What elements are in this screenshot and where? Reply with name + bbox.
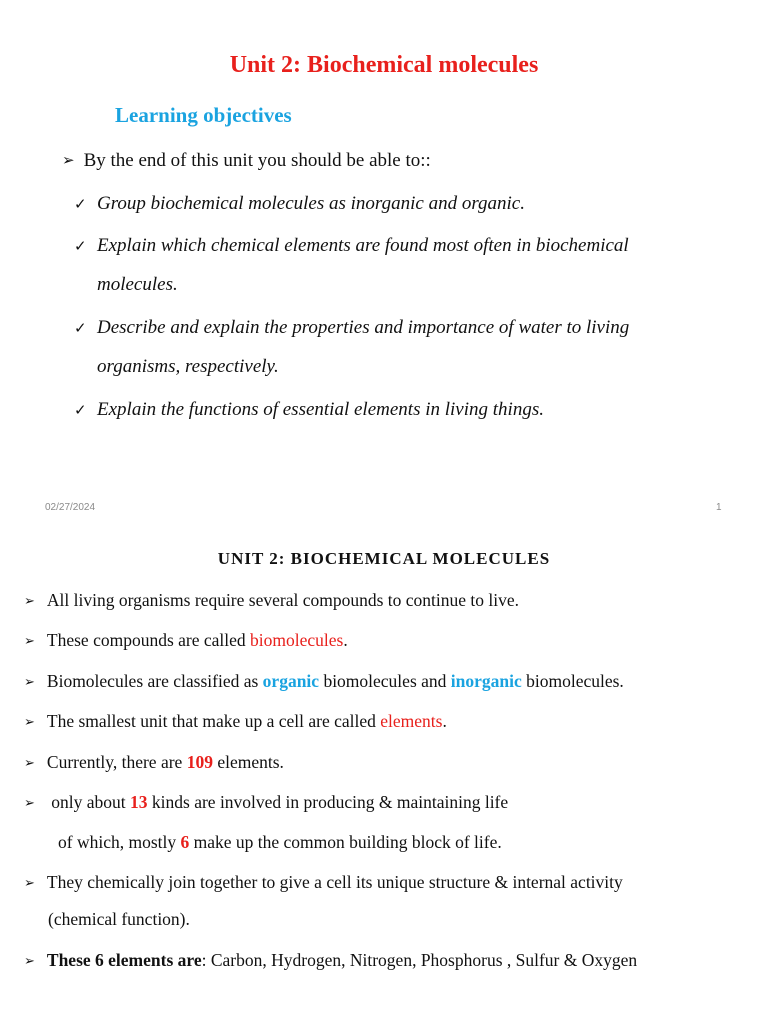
arrow-bullet-icon: ➢ [24,954,35,969]
footer-page-number: 1 [716,502,722,513]
elements-highlight: elements [380,711,443,731]
bullet-6: ➢ only about 13 kinds are involved in producing & maintaining life [24,792,509,812]
objective-2-line1: Explain which chemical elements are found most often in biochemical [97,235,629,256]
bullet-6-continuation: of which, mostly 6 make up the common building block of life. [58,832,502,852]
organic-highlight: organic [262,671,320,691]
arrow-bullet-icon: ➢ [24,756,35,771]
bullet-1: ➢ All living organisms require several compounds to continue to live. [24,590,519,610]
lead-text: By the end of this unit you should be able to:: [83,150,431,171]
bullet-8: ➢ These 6 elements are: Carbon, Hydrogen, Nitrogen, Phosphorus , Sulfur & Oxygen [24,950,638,970]
arrow-bullet-icon: ➢ [24,796,35,811]
bullet-3: ➢ Biomolecules are classified as organic biomolecules and inorganic biomolecules. [24,671,624,691]
arrow-bullet-icon: ➢ [62,151,75,169]
objective-3-line2: organisms, respectively. [97,356,279,377]
arrow-bullet-icon: ➢ [24,634,35,649]
bullet-2: ➢ These compounds are called biomolecules. [24,630,348,650]
bullet-5: ➢ Currently, there are 109 elements. [24,752,284,772]
biomolecules-highlight: biomolecules [250,630,344,650]
learning-objectives-heading: Learning objectives [115,103,292,127]
count-109-highlight: 109 [186,752,213,772]
arrow-bullet-icon: ➢ [24,876,35,891]
arrow-bullet-icon: ➢ [24,594,35,609]
footer-date: 02/27/2024 [45,502,96,513]
count-13-highlight: 13 [130,792,148,812]
count-6-highlight: 6 [180,832,190,852]
check-mark-icon: ✓ [74,401,87,419]
arrow-bullet-icon: ➢ [24,675,35,690]
check-mark-icon: ✓ [74,319,87,337]
objective-4-line1: Explain the functions of essential elements in living things. [97,399,544,420]
inorganic-highlight: inorganic [450,671,522,691]
lead-bullet [62,150,431,172]
check-mark-icon: ✓ [74,237,87,255]
objective-2-line2: molecules. [97,274,178,295]
slide1-title: Unit 2: Biochemical molecules [229,52,539,78]
bullet-7: ➢ They chemically join together to give a cell its unique structure & internal activity [24,872,623,892]
slide2-title: UNIT 2: BIOCHEMICAL MOLECULES [217,549,551,568]
arrow-bullet-icon: ➢ [24,715,35,730]
bullet-7-line2: (chemical function). [48,909,190,929]
check-mark-icon: ✓ [74,195,87,213]
objective-3-line1: Describe and explain the properties and importance of water to living [97,317,630,338]
objective-1-line1: Group biochemical molecules as inorganic and organic. [97,193,525,214]
bullet-4: ➢ The smallest unit that make up a cell are called elements. [24,711,447,731]
